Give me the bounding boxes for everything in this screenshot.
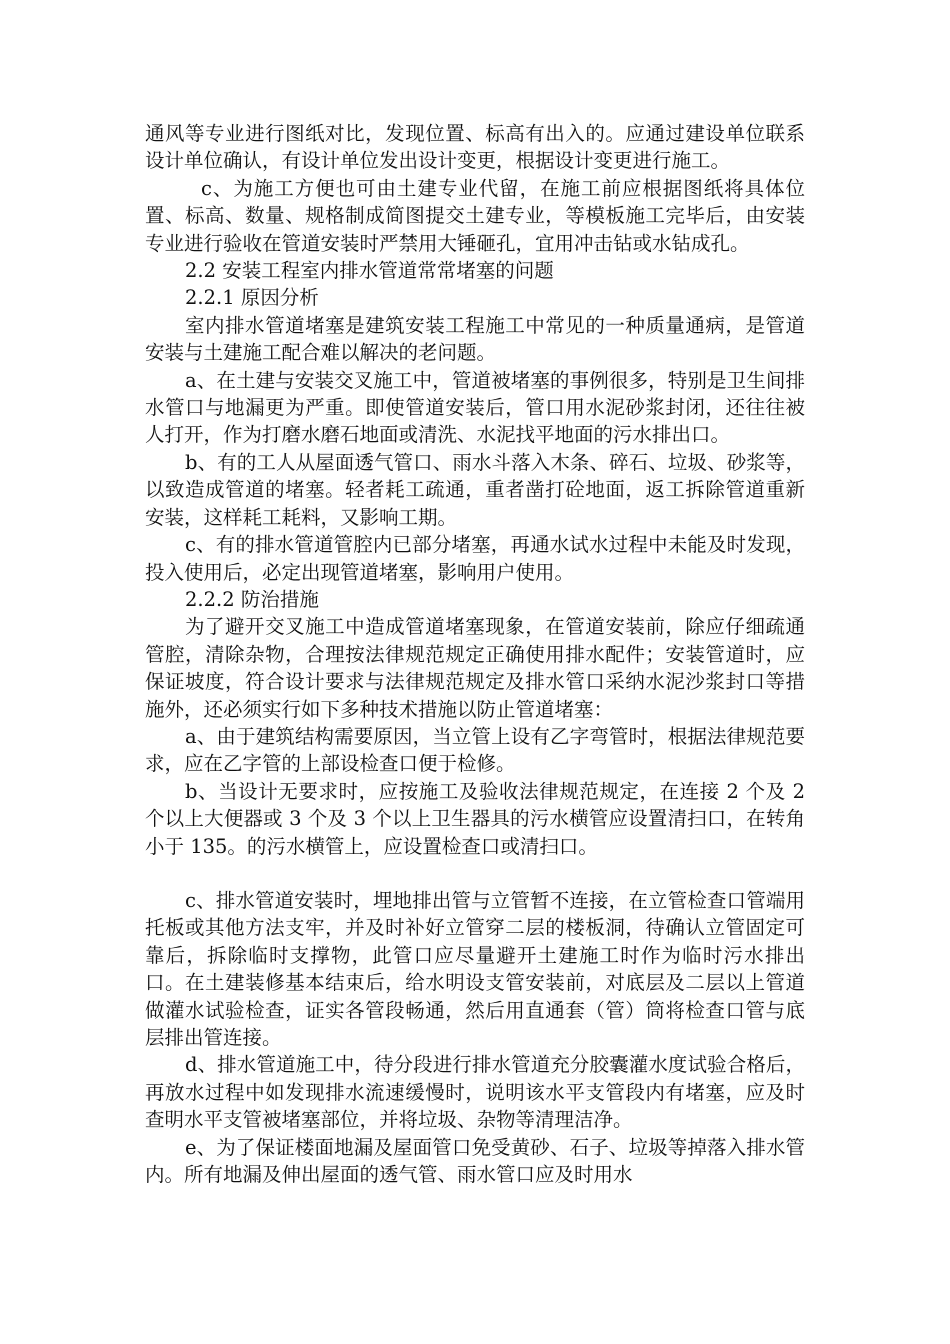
paragraph: c、排水管道安装时，埋地排出管与立管暂不连接，在立管检查口管端用托板或其他方法支牢，并及时补好立管穿二层的楼板洞，待确认立管固定可靠后，拆除临时支撑物，此管口应尽量避开土建施工时作为临时污水排出口。在土建装修基本结束后，给水明设支管安装前，对底层及二层以上管道做灌水试验检查，证实各管段畅通，然后用直通套（管）筒将检查口管与底层排出管连接。 xyxy=(145,888,805,1049)
subsection-heading: 2.2.1 原因分析 xyxy=(185,286,319,310)
paragraph: a、在土建与安装交叉施工中，管道被堵塞的事例很多，特别是卫生间排水管口与地漏更为严重。即使管道安装后，管口用水泥砂浆封闭，还往往被人打开，作为打磨水磨石地面或清洗、水泥找平地面的污水排出口。 xyxy=(145,368,805,447)
paragraph: c、有的排水管道管腔内已部分堵塞，再通水试水过程中未能及时发现，投入使用后，必定出现管道堵塞，影响用户使用。 xyxy=(145,533,805,584)
section-heading: 2.2 安装工程室内排水管道常常堵塞的问题 xyxy=(185,259,554,283)
paragraph: 室内排水管道堵塞是建筑安装工程施工中常见的一种质量通病，是管道安装与土建施工配合难以解决的老问题。 xyxy=(145,313,805,365)
paragraph: b、有的工人从屋面透气管口、雨水斗落入木条、碎石、垃圾、砂浆等，以致造成管道的堵塞。轻者耗工疏通，重者凿打砼地面，返工拆除管道重新安装，这样耗工耗料，又影响工期。 xyxy=(145,450,805,529)
paragraph: 为了避开交叉施工中造成管道堵塞现象，在管道安装前，除应仔细疏通管腔，清除杂物，合理按法律规范规定正确使用排水配件；安装管道时，应保证坡度，符合设计要求与法律规范规定及排水管口采纳水泥沙浆封口等措施外，还必须实行如下多种技术措施以防止管道堵塞： xyxy=(145,615,805,721)
document-body xyxy=(145,120,805,1188)
paragraph: b、当设计无要求时，应按施工及验收法律规范规定，在连接 2 个及 2 个以上大便器或 3 个及 3 个以上卫生器具的污水横管应设置清扫口，在转角小于 135。的污水横管上，应设置检查口或清扫口。 xyxy=(145,779,805,858)
paragraph: c、为施工方便也可由土建专业代留，在施工前应根据图纸将具体位置、标高、数量、规格制成简图提交土建专业，等模板施工完毕后，由安装专业进行验收在管道安装时严禁用大锤砸孔，宜用冲击钻或水钻成孔。 xyxy=(145,176,805,255)
paragraph: 通风等专业进行图纸对比，发现位置、标高有出入的。应通过建设单位联系设计单位确认，有设计单位发出设计变更，根据设计变更进行施工。 xyxy=(145,122,805,173)
paragraph: e、为了保证楼面地漏及屋面管口免受黄砂、石子、垃圾等掉落入排水管内。所有地漏及伸出屋面的透气管、雨水管口应及时用水 xyxy=(145,1135,805,1187)
subsection-heading: 2.2.2 防治措施 xyxy=(185,587,319,611)
blank-line xyxy=(145,860,805,887)
paragraph: a、由于建筑结构需要原因，当立管上设有乙字弯管时，根据法律规范要求，应在乙字管的上部设检查口便于检修。 xyxy=(145,724,805,776)
paragraph: d、排水管道施工中，待分段进行排水管道充分胶囊灌水度试验合格后，再放水过程中如发现排水流速缓慢时，说明该水平支管段内有堵塞，应及时查明水平支管被堵塞部位，并将垃圾、杂物等清理洁净。 xyxy=(145,1053,805,1132)
